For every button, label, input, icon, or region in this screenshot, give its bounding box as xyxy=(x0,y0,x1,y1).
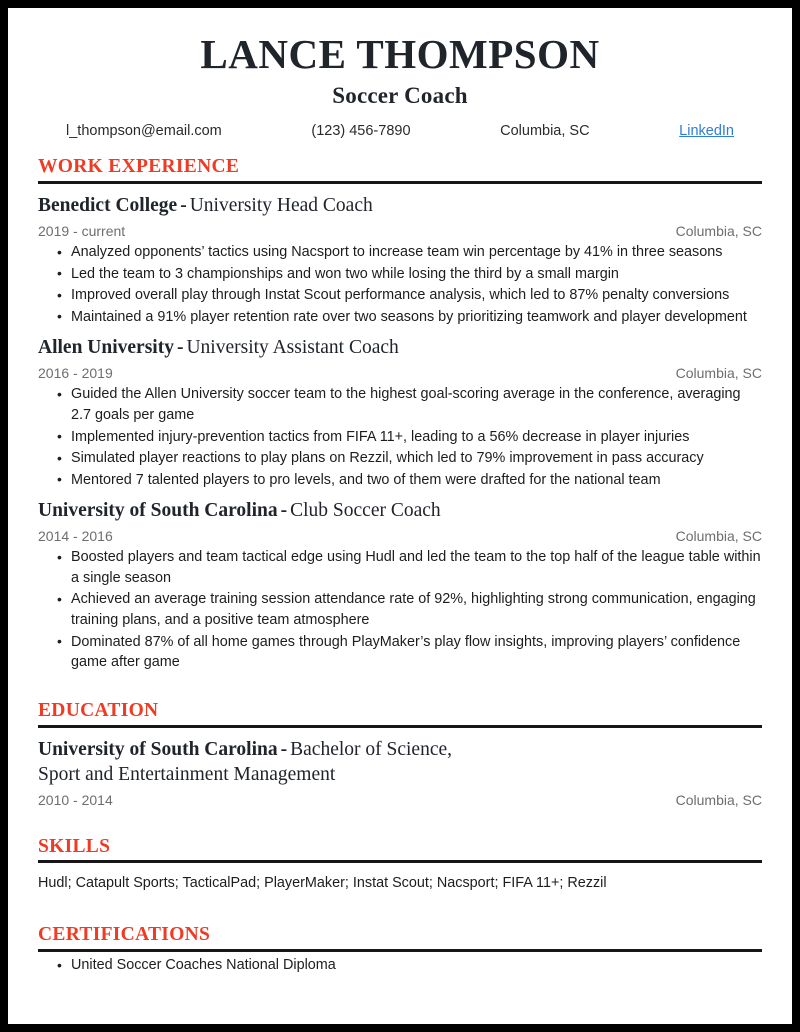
work-entry-location: Columbia, SC xyxy=(675,528,762,545)
work-entry xyxy=(38,194,762,327)
candidate-title: Soccer Coach xyxy=(332,83,468,109)
contact-email[interactable]: l_thompson@email.com xyxy=(66,123,222,140)
bullet-item: • Mentored 7 talented players to pro levels, and two of them were drafted for the national team xyxy=(38,470,762,491)
work-entry-heading xyxy=(38,336,762,361)
section-title-skills: SKILLS xyxy=(38,835,111,857)
section-certifications xyxy=(38,924,762,975)
section-divider xyxy=(38,725,762,728)
education-entry-separator: - xyxy=(280,738,288,760)
work-entry-meta xyxy=(38,223,762,239)
skills-list: Hudl; Catapult Sports; TacticalPad; PlayerMaker; Instat Scout; Nacsport; FIFA 11+; Rezzil xyxy=(38,875,607,892)
work-entry xyxy=(38,336,762,490)
bullet-item: • Improved overall play through Instat Scout performance analysis, which led to 87% penalty conversions xyxy=(38,285,762,306)
resume-header xyxy=(38,32,762,139)
work-entry-location: Columbia, SC xyxy=(675,365,762,382)
bullet-item: • Guided the Allen University soccer team to the highest goal-scoring average in the conference, averaging 2.7 goals per game xyxy=(38,384,762,425)
bullet-item: • United Soccer Coaches National Diploma xyxy=(38,955,762,976)
bullet-item: • Boosted players and team tactical edge using Hudl and led the team to the top half of the league table within a single season xyxy=(38,547,762,588)
education-entry-organization: University of South Carolina xyxy=(38,738,278,760)
section-divider xyxy=(38,860,762,863)
bullet-item: • Led the team to 3 championships and won two while losing the third by a small margin xyxy=(38,264,762,285)
work-entry-separator: - xyxy=(176,337,184,359)
education-entry xyxy=(38,738,762,808)
contact-phone[interactable]: (123) 456-7890 xyxy=(311,123,411,140)
work-entry-role: Club Soccer Coach xyxy=(290,500,441,522)
section-title-work-experience: WORK EXPERIENCE xyxy=(38,156,240,178)
work-entry-role: University Head Coach xyxy=(189,195,373,217)
work-entry-meta xyxy=(38,365,762,381)
work-entry-organization: Allen University xyxy=(38,337,174,359)
work-entry-bullets xyxy=(38,384,762,490)
certifications-list xyxy=(38,955,762,976)
work-entry-heading xyxy=(38,499,762,524)
work-entry-organization: Benedict College xyxy=(38,195,178,217)
work-entry-role: University Assistant Coach xyxy=(186,337,399,359)
contact-location: Columbia, SC xyxy=(500,123,590,140)
education-entry-meta xyxy=(38,792,762,808)
work-entry-separator: - xyxy=(280,500,288,522)
work-entry-location: Columbia, SC xyxy=(675,223,762,240)
education-entry-heading-line2 xyxy=(38,763,762,788)
bullet-item: • Dominated 87% of all home games through PlayMaker’s play flow insights, improving players’ confidence game after game xyxy=(38,632,762,673)
section-education xyxy=(38,700,762,808)
work-entry-bullets xyxy=(38,547,762,673)
resume-page xyxy=(8,8,792,1024)
contact-row xyxy=(66,123,734,139)
bullet-item: • Maintained a 91% player retention rate over two seasons by prioritizing teamwork and player development xyxy=(38,307,762,328)
section-title-education: EDUCATION xyxy=(38,699,159,721)
work-entry-dates: 2019 - current xyxy=(38,223,126,240)
bullet-item: • Analyzed opponents’ tactics using Nacsport to increase team win percentage by 41% in three seasons xyxy=(38,242,762,263)
section-divider xyxy=(38,181,762,184)
education-entry-heading xyxy=(38,738,762,763)
work-entry-dates: 2016 - 2019 xyxy=(38,365,113,382)
section-divider xyxy=(38,949,762,952)
work-entry-organization: University of South Carolina xyxy=(38,500,278,522)
section-skills xyxy=(38,836,762,895)
work-entry xyxy=(38,499,762,673)
section-title-certifications: CERTIFICATIONS xyxy=(38,924,211,946)
bullet-item: • Achieved an average training session attendance rate of 92%, highlighting strong communication, engaging training plans, and a positive team atmosphere xyxy=(38,589,762,630)
work-entry-heading xyxy=(38,194,762,219)
work-entry-meta xyxy=(38,528,762,544)
education-entry-degree: Bachelor of Science, xyxy=(290,738,453,760)
education-entry-location: Columbia, SC xyxy=(675,791,762,808)
education-entry-dates: 2010 - 2014 xyxy=(38,791,113,808)
contact-linkedin-link[interactable]: LinkedIn xyxy=(679,123,734,140)
education-entry-degree-line2: Sport and Entertainment Management xyxy=(38,763,336,785)
section-work-experience xyxy=(38,156,762,673)
candidate-name: LANCE THOMPSON xyxy=(200,31,600,77)
bullet-item: • Implemented injury-prevention tactics from FIFA 11+, leading to a 56% decrease in player injuries xyxy=(38,427,762,448)
work-entry-bullets xyxy=(38,242,762,327)
work-entry-separator: - xyxy=(180,195,187,217)
bullet-item: • Simulated player reactions to play plans on Rezzil, which led to 79% improvement in pass accuracy xyxy=(38,448,762,469)
work-entry-dates: 2014 - 2016 xyxy=(38,528,113,545)
